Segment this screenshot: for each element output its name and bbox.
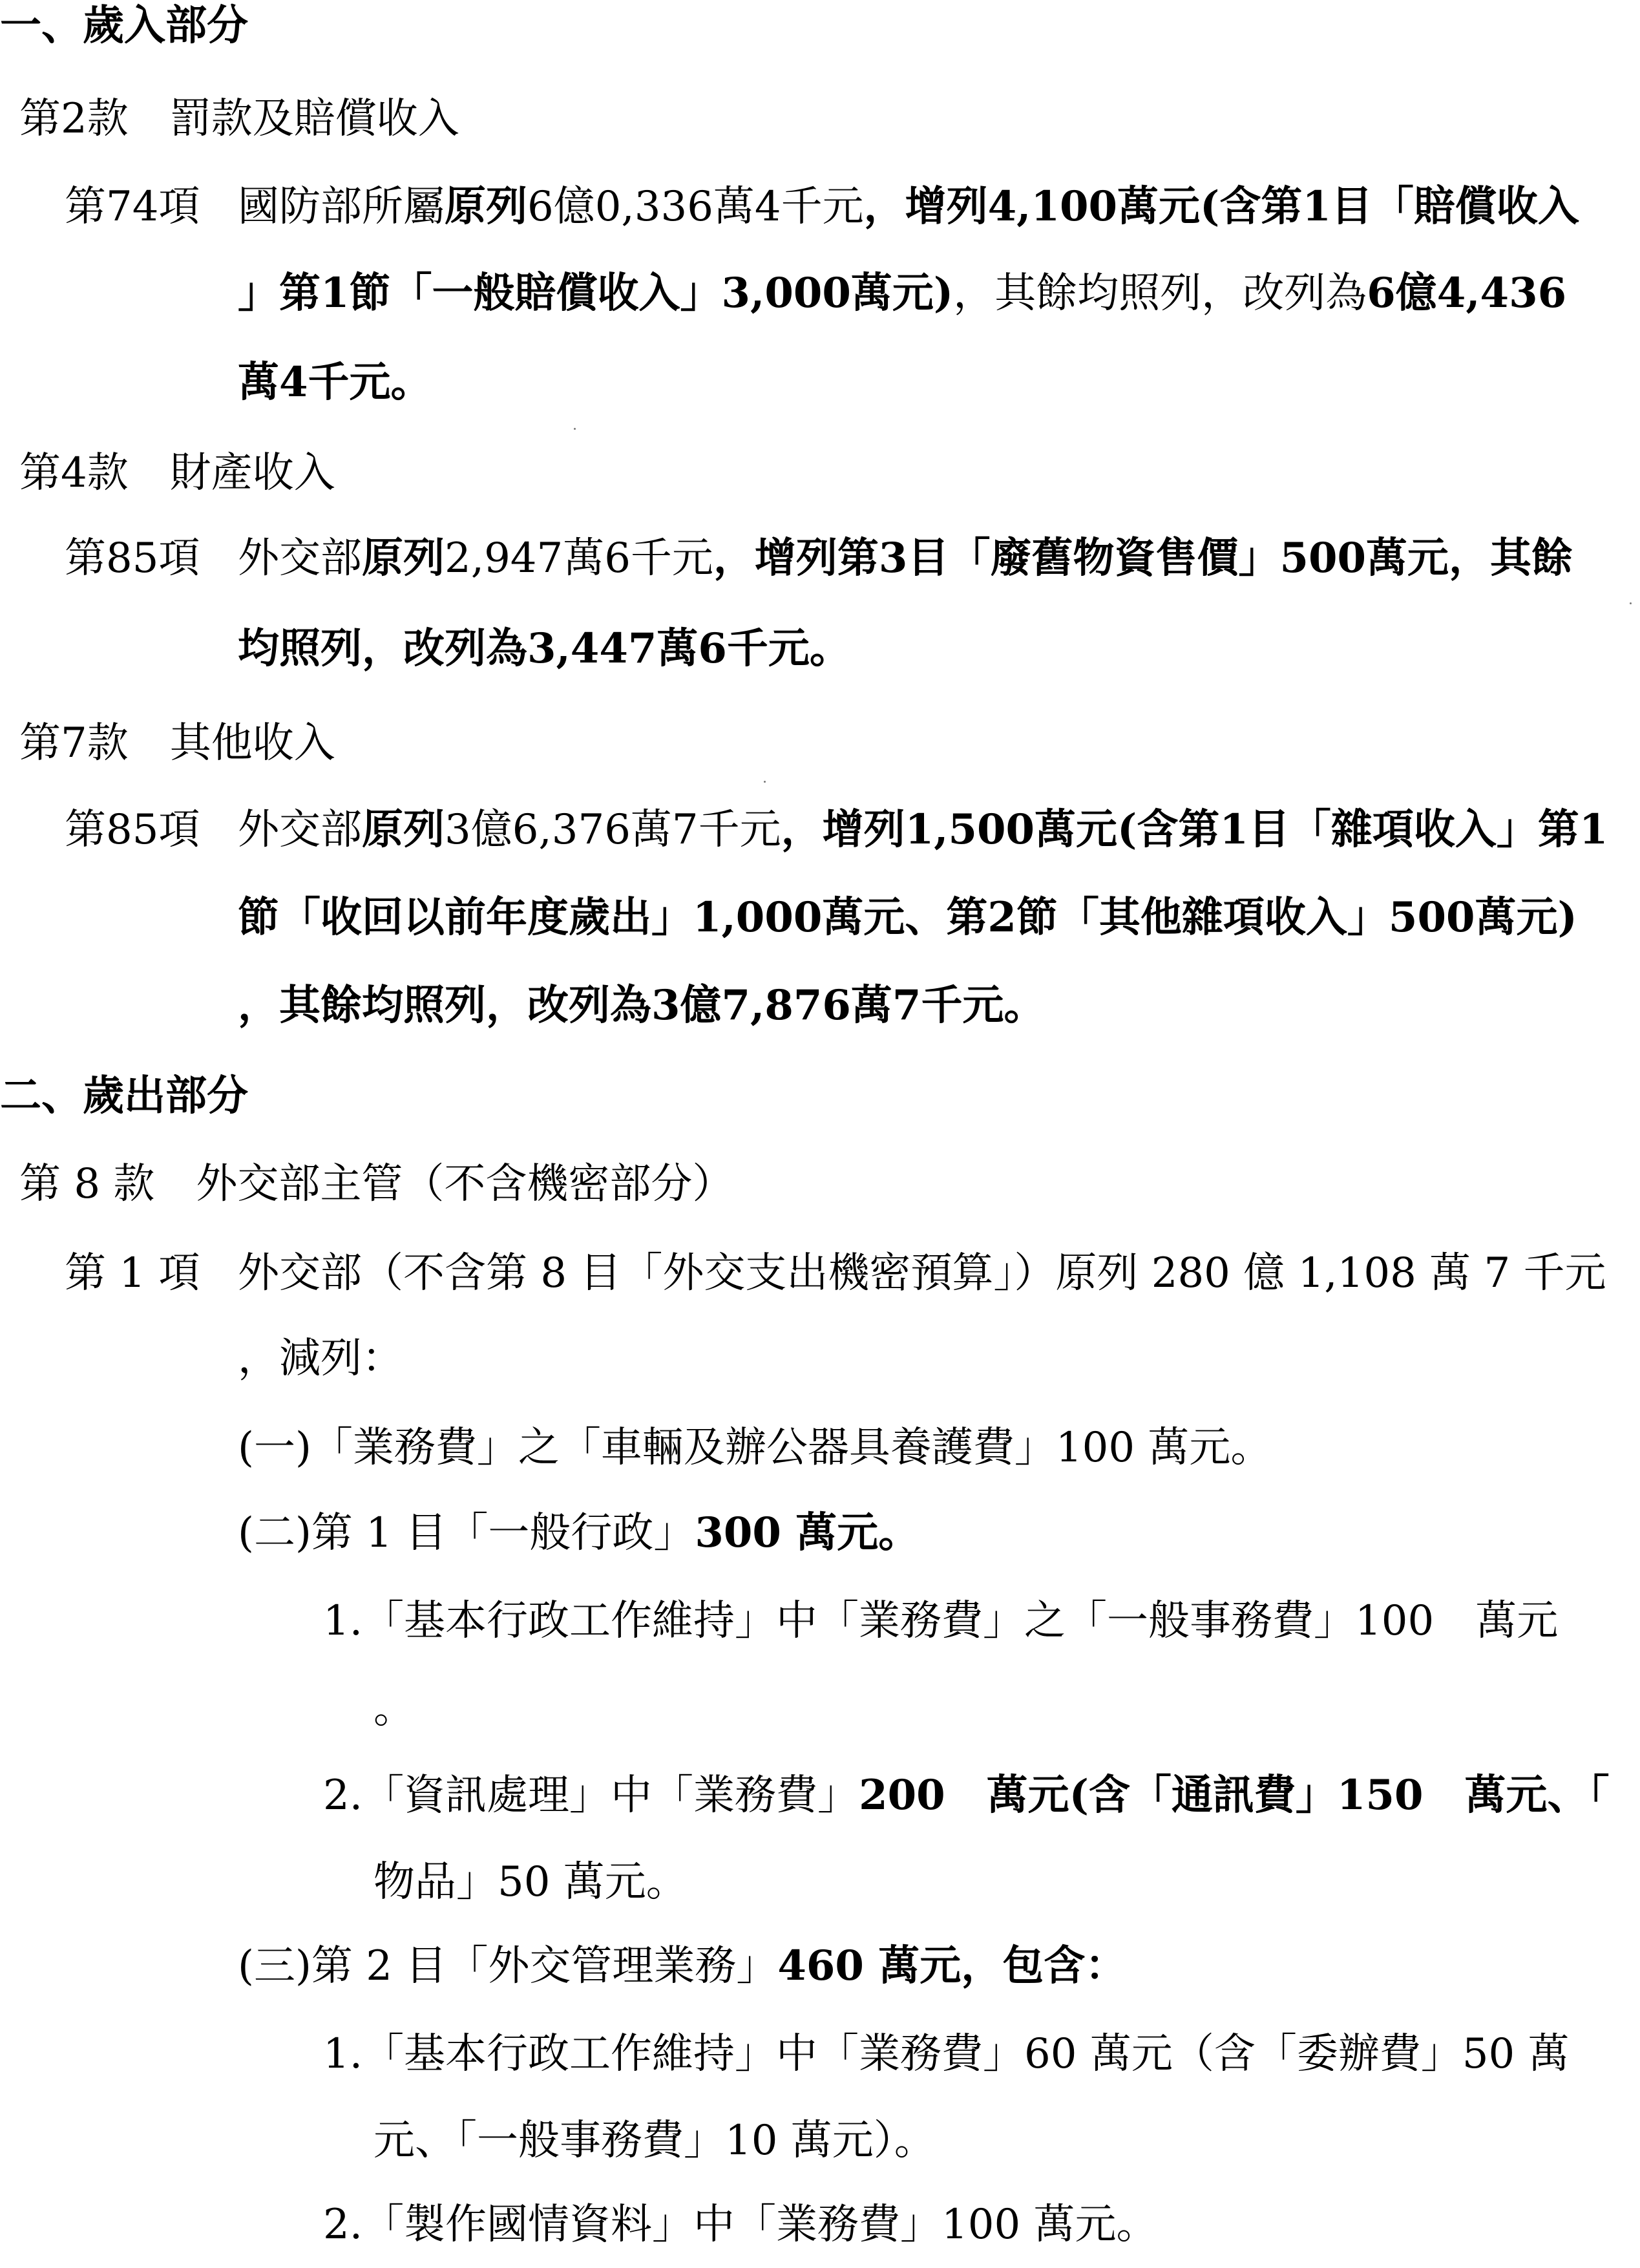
item-85a-increase: ，增列第3目「廢舊物資售價」500萬元，其餘	[713, 534, 1573, 582]
item-85b-line1	[238, 805, 1608, 854]
item-74-original-amount: 6億0,336萬4千元	[527, 183, 864, 231]
item-85a-line2: 均照列，改列為3,447萬6千元。	[238, 624, 851, 673]
sub-3-point-2-line1: 2.「製作國情資料」中「業務費」100 萬元。	[323, 2201, 1158, 2249]
sub-2-point-2-title: 2.「資訊處理」中「業務費」	[323, 1772, 859, 1819]
item-74-line3: 萬4千元。	[238, 358, 432, 407]
sub-item-2-head	[238, 1509, 920, 1557]
sub-2-point-2-line2: 物品」50 萬元。	[373, 1858, 688, 1906]
item-85a-line1	[238, 534, 1573, 582]
item-74-label: 第74項	[65, 183, 200, 231]
section-2-title: 第2款 罰款及賠償收入	[19, 95, 459, 143]
scan-speck	[764, 781, 766, 783]
sub-3-point-1-line1: 1.「基本行政工作維持」中「業務費」60 萬元（含「委辦費」50 萬	[323, 2030, 1570, 2078]
item-74-line2-b: ，其餘均照列，改列為	[953, 270, 1367, 317]
item-85a-org: 外交部	[238, 535, 362, 582]
item-85a-label: 第85項	[65, 535, 200, 582]
section-8-title: 第 8 款 外交部主管（不含機密部分）	[19, 1160, 734, 1208]
revenue-heading: 一、歲入部分	[0, 1, 248, 50]
sub-2-point-1-line2: 。	[373, 1685, 415, 1733]
item-85b-org: 外交部	[238, 806, 362, 854]
item-85b-label: 第85項	[65, 806, 200, 854]
item-74-line1	[238, 182, 1579, 231]
item-74-line2-a: 」第1節「一般賠償收入」3,000萬元)	[238, 269, 954, 317]
scan-speck	[1630, 602, 1632, 604]
item-1-line1: 外交部（不含第 8 目「外交支出機密預算」）原列 280 億 1,108 萬 7 千元	[238, 1249, 1606, 1297]
sub-item-3-title: (三)第 2 目「外交管理業務」	[238, 1942, 778, 1990]
item-85a-original-amount: 2,947萬6千元	[445, 535, 713, 582]
item-85b-original-amount: 3億6,376萬7千元	[445, 806, 781, 854]
sub-item-2-amount: 300 萬元。	[695, 1509, 920, 1557]
item-85b-line2: 節「收回以前年度歲出」1,000萬元、第2節「其他雜項收入」500萬元)	[238, 893, 1577, 942]
item-74-increase: ，增列4,100萬元(含第1目「賠償收入	[863, 182, 1579, 231]
sub-2-point-1-line1: 1.「基本行政工作維持」中「業務費」之「一般事務費」100 萬元	[323, 1597, 1559, 1645]
expenditure-heading: 二、歲出部分	[0, 1072, 248, 1120]
item-74-line2-c: 6億4,436	[1367, 269, 1567, 317]
item-85a-original-label: 原列	[362, 534, 445, 582]
sub-item-1: (一)「業務費」之「車輛及辦公器具養護費」100 萬元。	[238, 1424, 1272, 1472]
sub-3-point-1-line2: 元、「一般事務費」10 萬元）。	[373, 2117, 936, 2165]
scan-speck	[574, 428, 576, 430]
item-85b-increase: ，增列1,500萬元(含第1目「雜項收入」第1	[781, 805, 1608, 854]
section-4-title: 第4款 財產收入	[19, 449, 335, 497]
item-85b-original-label: 原列	[362, 805, 445, 854]
sub-item-3-head	[238, 1942, 1127, 1990]
section-7-title: 第7款 其他收入	[19, 719, 335, 767]
item-74-line2	[238, 269, 1567, 317]
item-74-original-label: 原列	[445, 182, 527, 231]
item-74-org: 國防部所屬	[238, 183, 445, 231]
sub-2-point-2-line1	[323, 1771, 1610, 1819]
item-1-line2: ，減列：	[238, 1335, 403, 1383]
sub-item-2-title: (二)第 1 目「一般行政」	[238, 1509, 695, 1557]
sub-item-3-amount: 460 萬元，包含：	[777, 1942, 1127, 1990]
item-1-label: 第 1 項	[65, 1249, 200, 1297]
sub-2-point-2-amount: 200 萬元(含「通訊費」150 萬元、「	[859, 1771, 1610, 1819]
item-85b-line3: ，其餘均照列，改列為3億7,876萬7千元。	[238, 981, 1046, 1030]
